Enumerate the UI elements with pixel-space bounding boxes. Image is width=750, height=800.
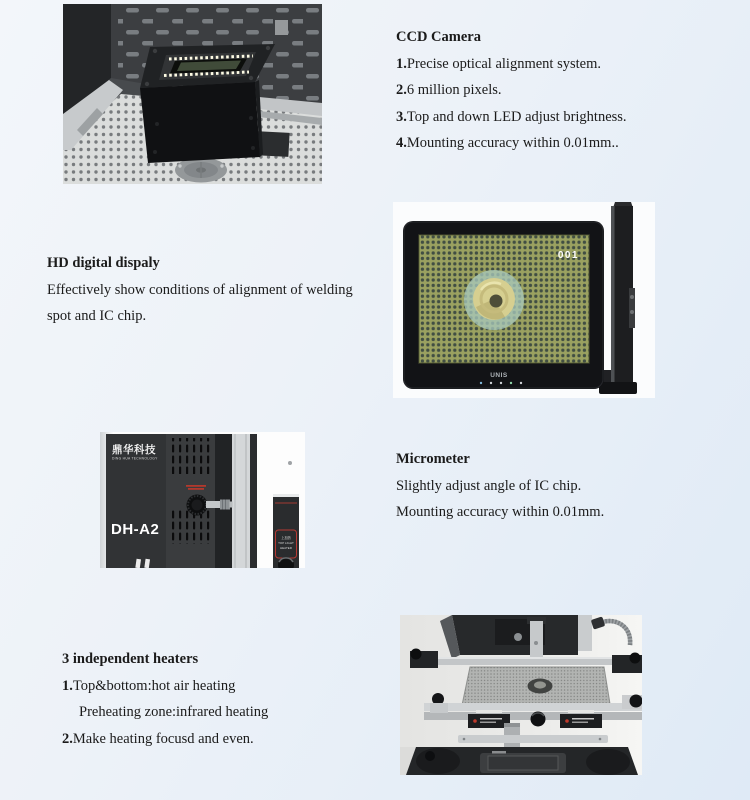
micrometer-line-1: Slightly adjust angle of IC chip.	[396, 477, 582, 494]
lower-bar	[458, 735, 608, 743]
ccd-feature-4	[396, 130, 736, 157]
ccd-camera-illustration	[63, 4, 322, 184]
wall-connector	[275, 20, 288, 35]
rail-knob-left	[411, 649, 422, 660]
hd-display-section	[47, 250, 397, 330]
hd-display-title: HD digital dispaly	[47, 255, 160, 271]
item-text: Mounting accuracy within 0.01mm..	[406, 135, 619, 151]
heaters-title: 3 independent heaters	[62, 651, 199, 667]
heater-label-line-1: 上加热	[281, 536, 291, 540]
ccd-feature-3	[396, 104, 736, 131]
item-text: Precise optical alignment system.	[406, 55, 601, 72]
vent-slots-top	[170, 438, 212, 474]
brand-chinese-text: 鼎华科技	[112, 444, 156, 456]
ccd-feature-1	[396, 51, 736, 78]
item-number: 1.	[62, 677, 73, 694]
micrometer-section	[396, 446, 736, 526]
item-number: 4.	[396, 135, 407, 151]
panel-screen	[488, 756, 558, 770]
machine-head	[440, 615, 592, 659]
brand-english-text: DING HUA TECHNOLOGY	[112, 456, 158, 461]
lower-control-panel	[400, 747, 638, 775]
ccd-camera-cube	[140, 44, 275, 163]
heaters-item-2	[62, 726, 402, 753]
ccd-camera-section	[396, 24, 736, 157]
micrometer-title: Micrometer	[396, 451, 470, 467]
ccd-camera-title: CCD Camera	[396, 29, 481, 45]
osd-counter-text: 001	[557, 250, 579, 261]
monitor-brand-logo: UNIS	[490, 372, 508, 379]
item-text: 6 million pixels.	[406, 82, 502, 98]
heaters-item-1	[62, 673, 402, 700]
heaters-section	[62, 646, 402, 752]
hd-display-line-2: spot and IC chip.	[47, 308, 147, 324]
monitor	[403, 221, 604, 389]
item-number: 3.	[396, 108, 407, 125]
heater-label-line-2: TOP LIGHT	[278, 541, 294, 545]
rework-station-illustration	[400, 615, 642, 775]
hd-display-line-1: Effectively show conditions of alignment of welding	[47, 281, 353, 298]
ccd-feature-2	[396, 77, 736, 104]
panel-knob	[425, 751, 435, 761]
item-number: 1.	[396, 55, 407, 72]
micrometer-line-2: Mounting accuracy within 0.01mm.	[396, 504, 605, 520]
item-text: Top and down LED adjust brightness.	[406, 108, 627, 125]
ccd-camera-photo	[63, 4, 322, 184]
item-number: 2.	[62, 730, 73, 747]
item-text: Top&bottom:hot air heating	[72, 677, 236, 694]
model-number-text: DH-A2	[111, 521, 160, 538]
item-number: 2.	[396, 82, 407, 98]
rail-knob-right	[630, 653, 641, 664]
side-panel	[273, 494, 299, 568]
hd-display-photo	[393, 202, 655, 398]
heater-label-line-3: HEATER	[280, 546, 292, 550]
clamp-knob-right	[630, 695, 643, 708]
item-text: Make heating focusd and even.	[72, 730, 254, 747]
item-text: Preheating zone:infrared heating	[79, 704, 269, 720]
hd-display-illustration	[393, 202, 655, 398]
heaters-item-1b	[62, 699, 402, 726]
dh-a2-panel-illustration	[100, 432, 305, 568]
screw	[288, 461, 292, 465]
rework-station-photo	[400, 615, 642, 775]
dh-a2-panel-photo	[100, 432, 305, 568]
